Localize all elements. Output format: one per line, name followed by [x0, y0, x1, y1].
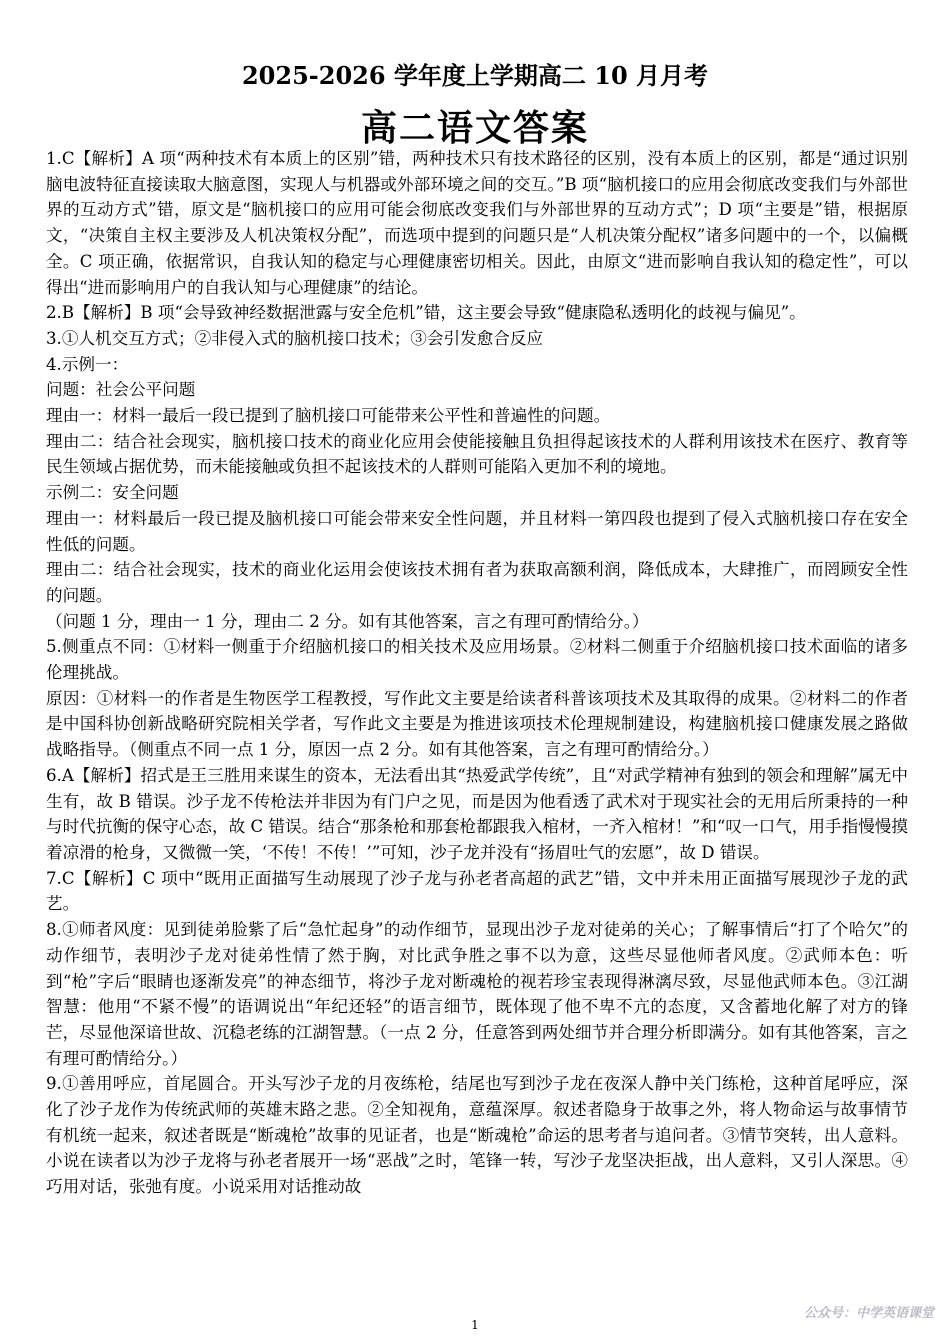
answer-title: 高二语文答案 — [360, 108, 589, 149]
answer-paragraph-q6: 6.A【解析】招式是王三胜用来谋生的资本，无法看出其“热爱武学传统”，且“对武学精神有独到的领会和理解”属无中生有，故 B 错误。沙子龙不传枪法并非因为有门户之见，而是因为他看透了武术对于现实社会的无用后所秉持的一种与时代抗衡的保守心态，故 C 错误。结合“那条枪和那套枪都跟我入棺材，一齐入棺材！”和“叹一口气，用手指慢慢摸着凉滑的枪身，又微微一笑，‘不传！不传！’”可知，沙子龙并没有“扬眉吐气的宏愿”，故 D 错误。 — [46, 765, 908, 862]
answer-paragraph-q8: 8.①师者风度：见到徒弟脸紫了后“急忙起身”的动作细节，显现出沙子龙对徒弟的关心；了解事情后“打了个哈欠”的动作细节，表明沙子龙对徒弟性情了然于胸，对比武争胜之事不以为意，这些尽显他师者风度。②武师本色：听到“枪”字后“眼睛也逐渐发亮”的神态细节，将沙子龙对断魂枪的视若珍宝表现得淋漓尽致，尽显他武师本色。③江湖智慧：他用“不紧不慢”的语调说出“年纪还轻”的语言细节，既体现了他不卑不亢的态度，又含蓄地化解了对方的锋芒，尽显他深谙世故、沉稳老练的江湖智慧。（一点 2 分，任意答到两处细节并合理分析即满分。如有其他答案，言之有理可酌情给分。） — [46, 920, 908, 1068]
answer-paragraph-q4-reason1: 理由一：材料一最后一段已提到了脑机接口可能带来公平性和普遍性的问题。 — [46, 406, 611, 426]
answer-paragraph-q4-example1: 4.示例一： — [46, 354, 129, 374]
answer-paragraph-q7: 7.C【解析】C 项中“既用正面描写生动展现了沙子龙与孙老者高超的武艺”错，文中并未用正面描写展现沙子龙的武艺。 — [46, 868, 908, 914]
answer-paragraph-q1: 1.C【解析】A 项“两种技术有本质上的区别”错，两种技术只有技术路径的区别，没有本质上的区别，都是“通过识别脑电波特征直接读取大脑意图，实现人与机器或外部环境之间的交互。”B 项“脑机接口的应用会彻底改变我们与外部世界的互动方式”错，原文是“脑机接口的应用可能会彻底改变我们与外部世界的互动方式”；D 项“主要是”错，根据原文，“决策自主权主要涉及人机决策权分配”，而选项中提到的问题只是“人机决策分配权”诸多问题中的一个，以偏概全。C 项正确，依据常识，自我认知的稳定与心理健康密切相关。因此，由原文“进而影响自我认知的稳定性”，可以得出“进而影响用户的自我认知与心理健康”的结论。 — [46, 149, 908, 297]
answer-content — [46, 146, 908, 1200]
exam-title: 2025-2026 学年度上学期高二 10 月月考 — [241, 61, 709, 90]
answer-paragraph-q4-example2: 示例二：安全问题 — [46, 483, 179, 503]
answer-paragraph-q4-scoring: （问题 1 分，理由一 1 分，理由二 2 分。如有其他答案，言之有理可酌情给分。） — [46, 611, 649, 631]
answer-paragraph-q9: 9.①善用呼应，首尾圆合。开头写沙子龙的月夜练枪，结尾也写到沙子龙在夜深人静中关门练枪，这种首尾呼应，深化了沙子龙作为传统武师的英雄末路之悲。②全知视角，意蕴深厚。叙述者隐身于故事之外，将人物命运与故事情节有机统一起来，叙述者既是“断魂枪”故事的见证者，也是“断魂枪”命运的思考者与追问者。③情节突转，出人意料。小说在读者以为沙子龙将与孙老者展开一场“恶战”之时，笔锋一转，写沙子龙坚决拒战，出人意料，又引人深思。④巧用对话，张弛有度。小说采用对话推动故 — [46, 1074, 908, 1197]
answer-paragraph-q4-issue: 问题：社会公平问题 — [46, 380, 196, 400]
answer-paragraph-q2: 2.B【解析】B 项“会导致神经数据泄露与安全危机”错，这主要会导致“健康隐私透明化的歧视与偏见”。 — [46, 303, 806, 323]
answer-paragraph-q3: 3.①人机交互方式；②非侵入式的脑机接口技术；③会引发愈合反应 — [46, 328, 544, 348]
answer-paragraph-q5-reason: 原因：①材料一的作者是生物医学工程教授，写作此文主要是给读者科普该项技术及其取得的成果。②材料二的作者是中国科协创新战略研究院相关学者，写作此文主要是为推进该项技术伦理规制建设，构建脑机接口健康发展之路做战略指导。（侧重点不同一点 1 分，原因一点 2 分。如有其他答案，言之有理可酌情给分。） — [46, 688, 908, 760]
answer-paragraph-q4-reason2: 理由二：结合社会现实，脑机接口技术的商业化应用会使能接触且负担得起该技术的人群利用该技术在医疗、教育等民生领域占据优势，而未能接触或负担不起该技术的人群则可能陷入更加不利的境地。 — [46, 431, 908, 477]
answer-paragraph-q5: 5.侧重点不同：①材料一侧重于介绍脑机接口的相关技术及应用场景。②材料二侧重于介绍脑机接口技术面临的诸多伦理挑战。 — [46, 637, 908, 683]
page-number: 1 — [471, 1318, 479, 1332]
answer-paragraph-q4-reason1b: 理由一：材料最后一段已提及脑机接口可能会带来安全性问题，并且材料一第四段也提到了侵入式脑机接口存在安全性低的问题。 — [46, 508, 908, 554]
watermark-text: 公众号：中学英语课堂 — [803, 1306, 934, 1321]
answer-paragraph-q4-reason2b: 理由二：结合社会现实，技术的商业化运用会使该技术拥有者为获取高额利润，降低成本，大肆推广，而罔顾安全性的问题。 — [46, 560, 908, 605]
